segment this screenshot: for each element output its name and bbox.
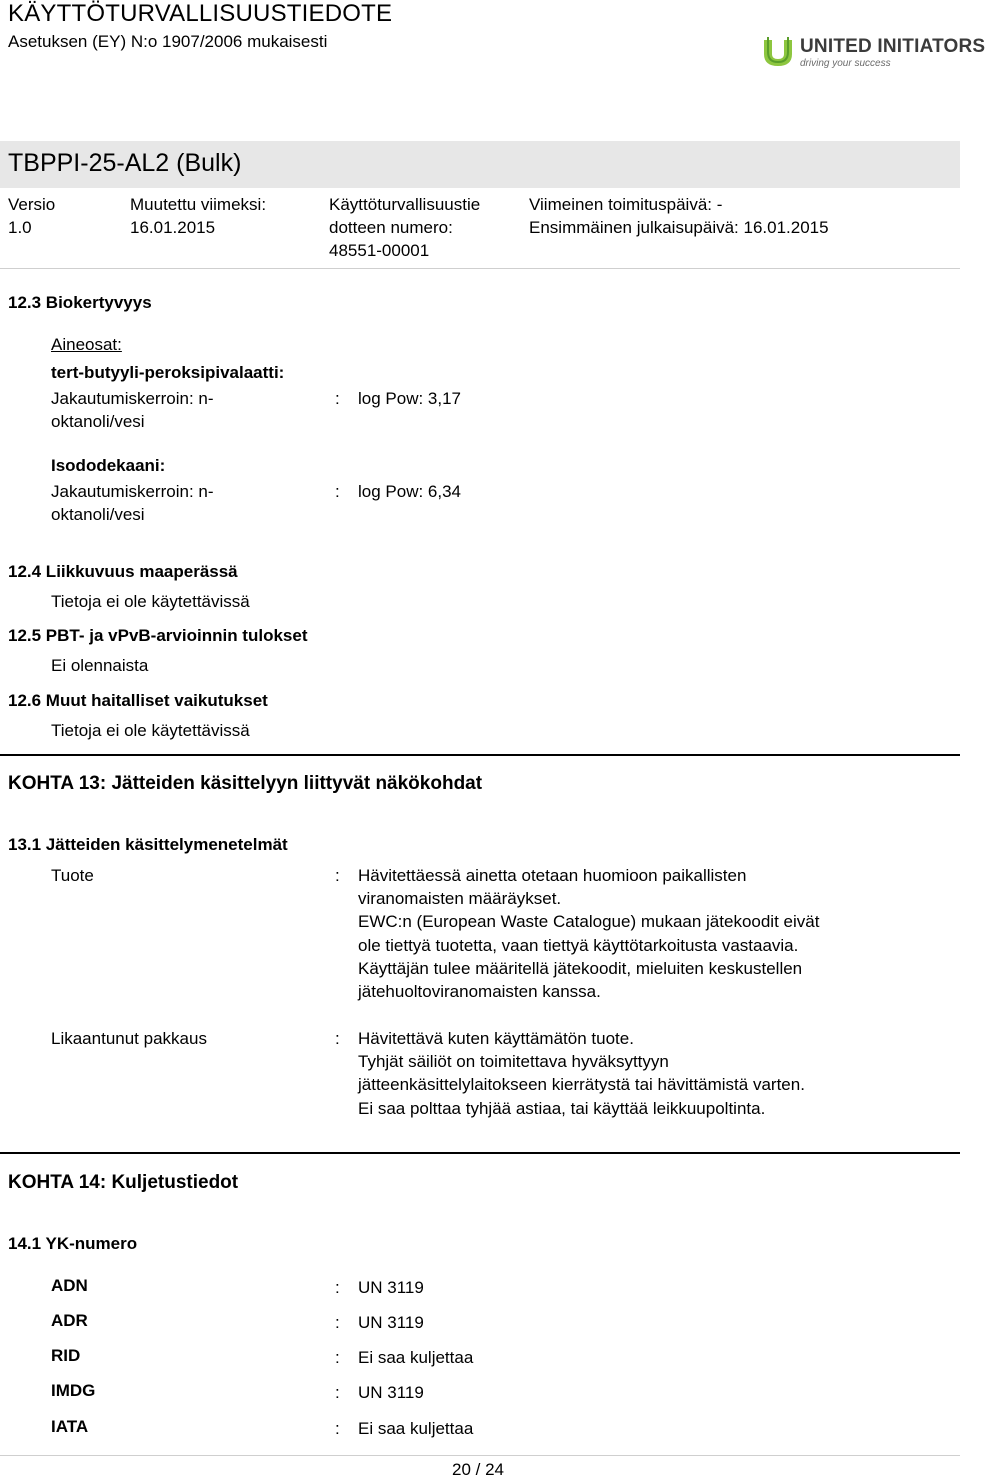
- document-subtitle: Asetuksen (EY) N:o 1907/2006 mukaisesti: [8, 32, 328, 51]
- colon: :: [335, 1278, 340, 1297]
- colon: :: [335, 1348, 340, 1367]
- logo-mark-icon: [760, 34, 796, 70]
- component-1-property-line-1: Jakautumiskerroin: n-: [51, 389, 214, 408]
- transport-row-label: IMDG: [51, 1381, 96, 1400]
- section-12-3-heading: 12.3 Biokertyvyys: [8, 293, 152, 312]
- modified-label: Muutettu viimeksi:: [130, 195, 267, 214]
- components-label: Aineosat:: [51, 335, 122, 354]
- product-disposal-text: Hävitettäessä ainetta otetaan huomioon paikallisten viranomaisten määräykset. EWC:n (European Waste Catalogue) mukaan jätekoodit eivät ole tiettyä tuotetta, vaan tiettyä käyttötarkoitusta vastaavia. Käyttäjän tulee määritellä jätekoodit, mieluiten keskustellen jätehuoltoviranomaisten kanssa.: [358, 866, 820, 1002]
- transport-row-label: IATA: [51, 1417, 89, 1436]
- component-1-property-line-2: oktanoli/vesi: [51, 412, 145, 431]
- sds-label-2: dotteen numero:: [329, 218, 453, 237]
- product-title: TBPPI-25-AL2 (Bulk): [8, 149, 242, 177]
- colon: :: [335, 482, 340, 501]
- section-13-rule: [0, 754, 960, 756]
- logo-tagline: driving your success: [800, 58, 891, 69]
- sds-number-block: [329, 193, 480, 262]
- section-12-6-text: Tietoja ei ole käytettävissä: [51, 721, 250, 740]
- colon: :: [335, 1383, 340, 1402]
- transport-row-value: UN 3119: [358, 1383, 424, 1402]
- component-1-name: tert-butyyli-peroksipivalaatti:: [51, 363, 285, 382]
- component-2-property-line-1: Jakautumiskerroin: n-: [51, 482, 214, 501]
- component-2-value: log Pow: 6,34: [358, 482, 462, 501]
- packaging-disposal-label: Likaantunut pakkaus: [51, 1029, 207, 1048]
- component-1-property: [51, 387, 214, 433]
- transport-row-value: UN 3119: [358, 1313, 424, 1332]
- product-disposal-label: Tuote: [51, 866, 94, 885]
- version-label: Versio: [8, 195, 56, 214]
- footer-divider: [0, 1455, 960, 1456]
- version-block: [8, 193, 55, 239]
- dates-block: [529, 193, 829, 239]
- section-12-4-heading: 12.4 Liikkuvuus maaperässä: [8, 562, 238, 581]
- transport-row-label: ADR: [51, 1311, 88, 1330]
- section-12-5-heading: 12.5 PBT- ja vPvB-arvioinnin tulokset: [8, 626, 308, 645]
- sds-label-1: Käyttöturvallisuustie: [329, 195, 481, 214]
- section-14-rule: [0, 1152, 960, 1154]
- page-number: 20 / 24: [452, 1460, 504, 1479]
- colon: :: [335, 866, 340, 885]
- sds-number-value: 48551-00001: [329, 241, 430, 260]
- logo-text: UNITED INITIATORS: [800, 36, 985, 57]
- colon: :: [335, 1313, 340, 1332]
- document-title: KÄYTTÖTURVALLISUUSTIEDOTE: [8, 0, 393, 27]
- modified-block: [130, 193, 266, 239]
- section-12-4-text: Tietoja ei ole käytettävissä: [51, 592, 250, 611]
- colon: :: [335, 1029, 340, 1048]
- first-publication-date: Ensimmäinen julkaisupäivä: 16.01.2015: [529, 218, 829, 237]
- colon: :: [335, 1419, 340, 1438]
- transport-row-label: ADN: [51, 1276, 88, 1295]
- transport-row-value: Ei saa kuljettaa: [358, 1348, 474, 1367]
- section-12-6-heading: 12.6 Muut haitalliset vaikutukset: [8, 691, 268, 710]
- version-value: 1.0: [8, 218, 32, 237]
- transport-row-value: Ei saa kuljettaa: [358, 1419, 474, 1438]
- section-14-heading: KOHTA 14: Kuljetustiedot: [8, 1172, 239, 1193]
- header-divider: [0, 268, 960, 269]
- colon: :: [335, 389, 340, 408]
- section-13-1-heading: 13.1 Jätteiden käsittelymenetelmät: [8, 835, 288, 854]
- component-2-property: [51, 480, 214, 526]
- modified-value: 16.01.2015: [130, 218, 216, 237]
- component-1-value: log Pow: 3,17: [358, 389, 462, 408]
- component-2-name: Isododekaani:: [51, 456, 166, 475]
- company-logo: [760, 34, 985, 74]
- section-14-1-heading: 14.1 YK-numero: [8, 1234, 138, 1253]
- section-13-heading: KOHTA 13: Jätteiden käsittelyyn liittyvät näkökohdat: [8, 773, 483, 794]
- section-12-5-text: Ei olennaista: [51, 656, 149, 675]
- transport-row-value: UN 3119: [358, 1278, 424, 1297]
- transport-row-label: RID: [51, 1346, 81, 1365]
- component-2-property-line-2: oktanoli/vesi: [51, 505, 145, 524]
- last-delivery-date: Viimeinen toimituspäivä: -: [529, 195, 723, 214]
- packaging-disposal-text: Hävitettävä kuten käyttämätön tuote. Tyhjät säiliöt on toimitettava hyväksyttyyn jätteenkäsittelylaitokseen kierrätystä tai hävittämistä varten. Ei saa polttaa tyhjää astiaa, tai käyttää leikkuupoltinta.: [358, 1029, 805, 1118]
